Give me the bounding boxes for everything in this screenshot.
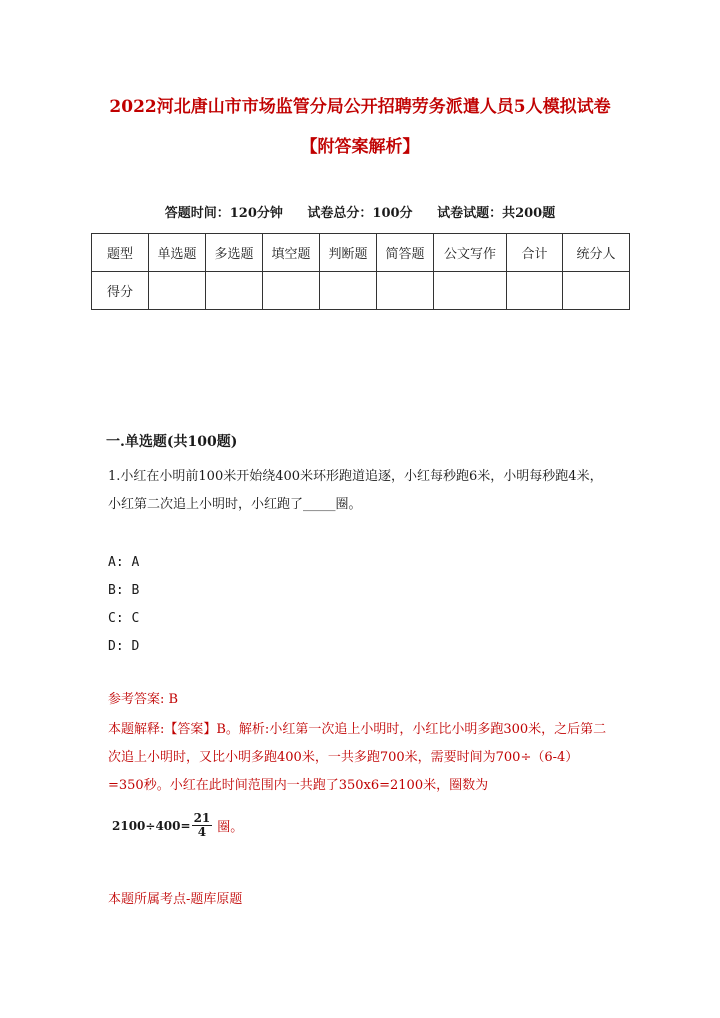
score-cell[interactable] (206, 272, 263, 310)
table-header-cell: 多选题 (206, 234, 263, 272)
option-c[interactable]: C: C (108, 611, 140, 626)
table-header-cell: 合计 (507, 234, 563, 272)
score-cell[interactable] (149, 272, 206, 310)
score-cell[interactable] (320, 272, 377, 310)
score-table (91, 233, 630, 310)
score-cell[interactable] (263, 272, 320, 310)
knowledge-point: 本题所属考点-题库原题 (108, 892, 243, 907)
section-title: 一.单选题(共100题) (106, 434, 238, 450)
table-header-cell: 统分人 (563, 234, 630, 272)
table-header-cell: 填空题 (263, 234, 320, 272)
formula-unit: 圈。 (217, 820, 244, 835)
score-cell[interactable] (507, 272, 563, 310)
formula-fraction (192, 812, 213, 839)
table-header-cell: 题型 (92, 234, 149, 272)
option-b[interactable]: B: B (108, 583, 140, 598)
exam-total-score: 试卷总分：100分 (307, 206, 413, 221)
score-cell[interactable] (434, 272, 507, 310)
answer-analysis: 本题解释:【答案】B。解析:小红第一次追上小明时，小红比小明多跑300米，之后第二次追上小明时，又比小明多跑400米，一共多跑700米，需要时间为700÷（6-4）=350秒。小红在此时间范围内一共跑了350x6=2100米，圈数为 (108, 722, 607, 793)
formula-lhs: 2100÷400= (112, 818, 191, 833)
score-cell[interactable] (377, 272, 434, 310)
option-a[interactable]: A: A (108, 555, 140, 570)
fraction-denominator: 4 (197, 825, 207, 839)
table-header-cell: 公文写作 (434, 234, 507, 272)
table-header-cell: 简答题 (377, 234, 434, 272)
score-table-score-row (92, 272, 630, 310)
formula (112, 812, 243, 839)
exam-meta (0, 202, 720, 221)
option-list (108, 549, 139, 661)
document-subtitle: 【附答案解析】 (300, 137, 420, 157)
fraction-numerator: 21 (193, 811, 211, 825)
table-header-cell: 单选题 (149, 234, 206, 272)
exam-time: 答题时间：120分钟 (164, 206, 283, 221)
table-header-cell: 判断题 (320, 234, 377, 272)
document-title: 2022河北唐山市市场监管分局公开招聘劳务派遣人员5人模拟试卷 (109, 97, 611, 117)
exam-question-count: 试卷试题：共200题 (437, 206, 556, 221)
table-row-label: 得分 (92, 272, 149, 310)
question-text: 1.小红在小明前100米开始绕400米环形跑道追逐，小红每秒跑6米，小明每秒跑4米，小红第二次追上小明时，小红跑了_____圈。 (108, 469, 603, 512)
score-cell[interactable] (563, 272, 630, 310)
reference-answer: 参考答案: B (108, 692, 179, 707)
option-d[interactable]: D: D (108, 639, 140, 654)
score-table-header-row (92, 234, 630, 272)
